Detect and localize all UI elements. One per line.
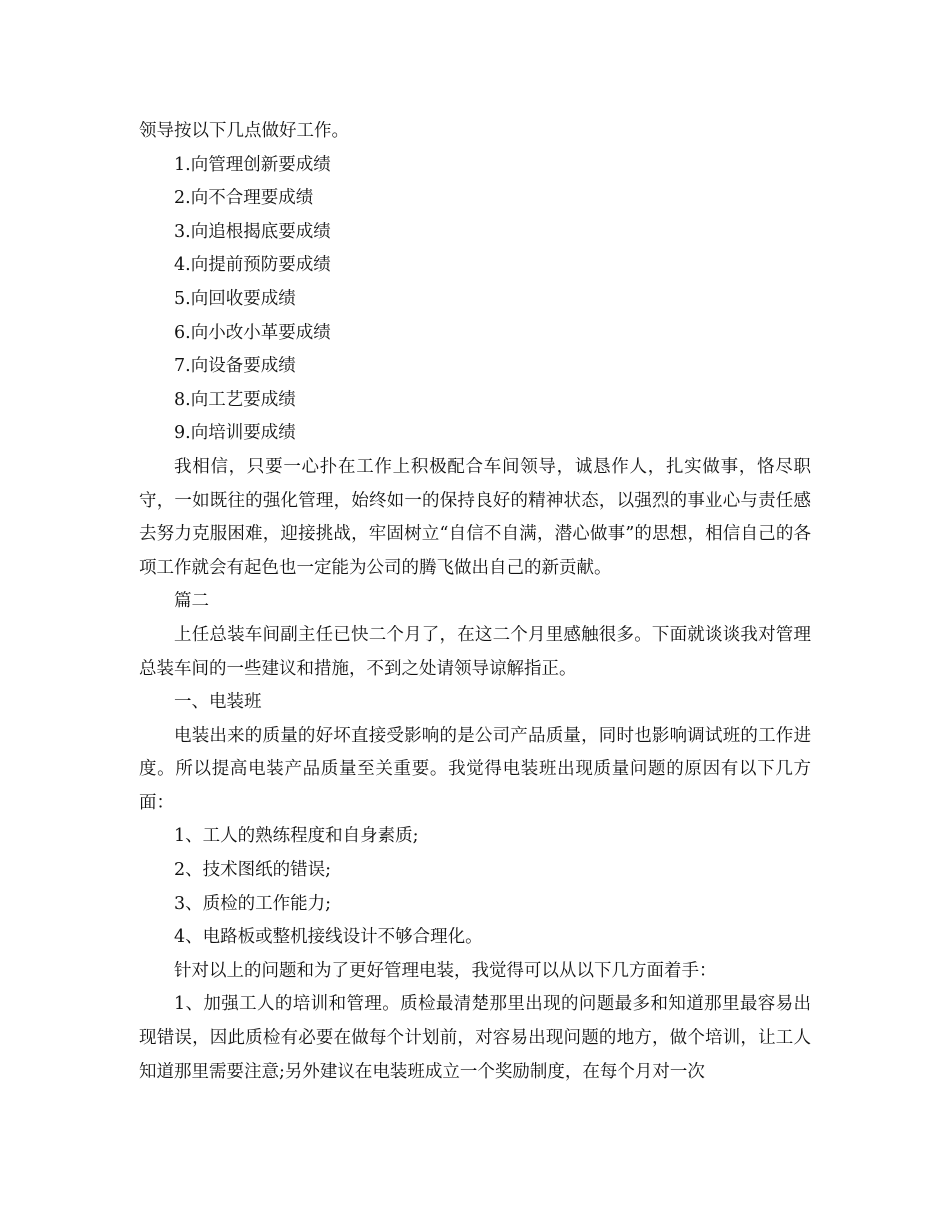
list-item: 8.向工艺要成绩 [174, 389, 296, 410]
list-item: 4、电路板或整机接线设计不够合理化。 [174, 927, 483, 948]
list-item: 2.向不合理要成绩 [174, 188, 314, 209]
list-item: 6.向小改小革要成绩 [174, 322, 331, 343]
document-body [139, 115, 811, 1089]
paragraph: 篇二 [174, 591, 209, 612]
paragraph: 我相信，只要一心扑在工作上积极配合车间领导，诚恳作人，扎实做事，恪尽职守，一如既往的强化管理，始终如一的保持良好的精神状态，以强烈的事业心与责任感去努力克服困难，迎接挑战，牢固树立“自信不自满，潜心做事”的思想，相信自己的各项工作就会有起色也一定能为公司的腾飞做出自己的新贡献。 [139, 456, 811, 578]
paragraph: 一、电装班 [174, 692, 262, 713]
paragraph: 电装出来的质量的好坏直接受影响的是公司产品质量，同时也影响调试班的工作进度。所以提高电装产品质量至关重要。我觉得电装班出现质量问题的原因有以下几方面： [139, 725, 811, 813]
list-item: 2、技术图纸的错误; [174, 860, 332, 881]
list-item: 5.向回收要成绩 [174, 288, 296, 309]
list-item: 7.向设备要成绩 [174, 356, 296, 377]
paragraph: 领导按以下几点做好工作。 [139, 121, 349, 141]
list-item: 1.向管理创新要成绩 [174, 154, 331, 175]
paragraph: 1、加强工人的培训和管理。质检最清楚那里出现的问题最多和知道那里最容易出现错误，因此质检有必要在做每个计划前，对容易出现问题的地方，做个培训，让工人知道那里需要注意;另外建议在电装班成立一个奖励制度，在每个月对一次 [139, 994, 811, 1082]
list-item: 4.向提前预防要成绩 [174, 255, 331, 276]
list-item: 3.向追根揭底要成绩 [174, 221, 331, 242]
paragraph: 针对以上的问题和为了更好管理电装，我觉得可以从以下几方面着手： [174, 960, 717, 981]
list-item: 1、工人的熟练程度和自身素质; [174, 826, 419, 847]
list-item: 9.向培训要成绩 [174, 423, 296, 444]
paragraph: 上任总装车间副主任已快二个月了，在这二个月里感触很多。下面就谈谈我对管理总装车间的一些建议和措施，不到之处请领导谅解指正。 [139, 624, 811, 679]
list-item: 3、质检的工作能力; [174, 893, 332, 914]
